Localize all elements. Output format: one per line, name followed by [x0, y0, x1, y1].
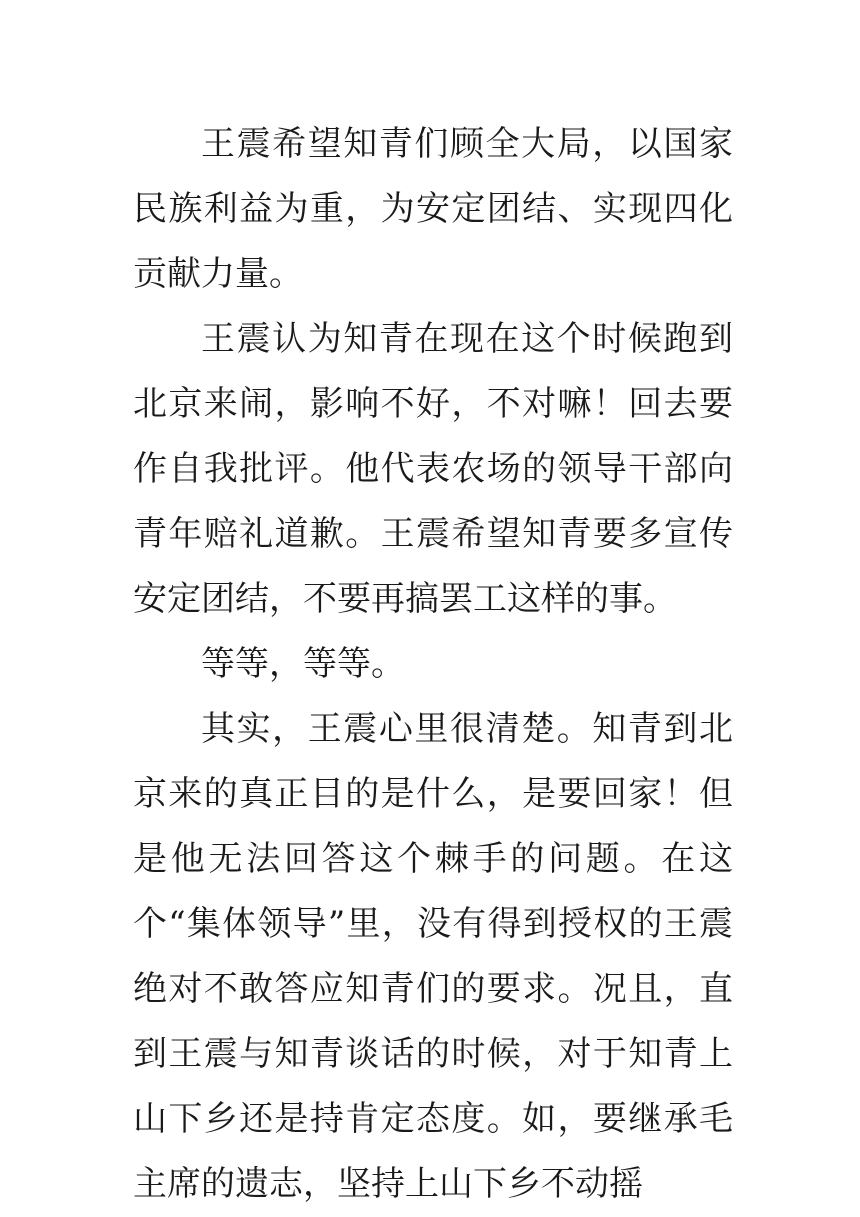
paragraph-4: 其实，王震心里很清楚。知青到北京来的真正目的是什么，是要回家！但是他无法回答这个棘手的问题。在这个“集体领导”里，没有得到授权的王震绝对不敢答应知青们的要求。况且，直到王震与知青谈话的时候，对于知青上山下乡还是持肯定态度。如，要继承毛主席的遗志，坚持上山下乡不动摇	[133, 709, 733, 1204]
body-text	[133, 112, 733, 1217]
paragraph-1: 王震希望知青们顾全大局，以国家民族利益为重，为安定团结、实现四化贡献力量。	[133, 124, 733, 294]
paragraph-2: 王震认为知青在现在这个时候跑到北京来闹，影响不好，不对嘛！回去要作自我批评。他代表农场的领导干部向青年赔礼道歉。王震希望知青要多宣传安定团结，不要再搞罢工这样的事。	[133, 319, 733, 619]
paragraph-3: 等等，等等。	[201, 644, 405, 684]
